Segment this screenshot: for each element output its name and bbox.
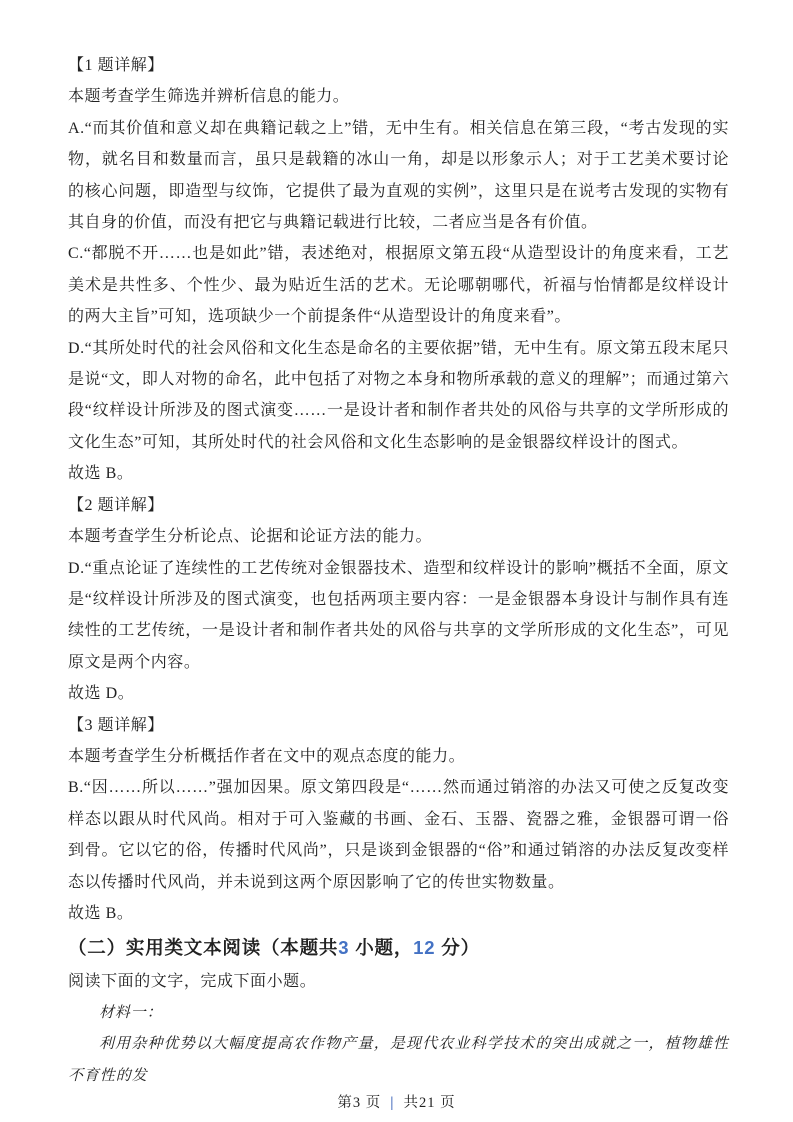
- heading-text: 小题，: [349, 937, 414, 959]
- material-one-text: 利用杂种优势以大幅度提高农作物产量，是现代农业科学技术的突出成就之一，植物雄性不育性的发: [68, 1036, 729, 1084]
- heading-text: （二）实用类文本阅读（本题共: [68, 937, 339, 959]
- option-analysis-q1-a: A.“而其价值和意义却在典籍记载之上”错，无中生有。相关信息在第三段，“考古发现的实物，就名目和数量而言，虽只是载籍的冰山一角，却是以形象示人；对于工艺美术要讨论的核心问题，即造型与纹饰，它提供了最为直观的实例”，这里只是在说考古发现的实物有其自身的价值，而没有把它与典籍记载进行比较，二者应当是各有价值。: [68, 119, 729, 232]
- section-heading-practical-reading: [68, 929, 729, 966]
- answer-statement-q1: 故选 B。: [68, 465, 134, 483]
- detail-heading-q1: 【1 题详解】: [68, 57, 164, 74]
- detail-heading-q3: 【3 题详解】: [68, 716, 164, 734]
- material-one-label: 材料一：: [99, 1004, 163, 1021]
- option-analysis-q1-c: C.“都脱不开……也是如此”错，表述绝对，根据原文第五段“从造型设计的角度来看，工艺美术是共性多、个性少、最为贴近生活的艺术。无论哪朝哪代，祈福与怡情都是纹样设计的两大主旨”可知，选项缺少一个前提条件“从造型设计的角度来看”。: [68, 245, 729, 326]
- option-analysis-q1-d: D.“其所处时代的社会风俗和文化生态是命名的主要依据”错，无中生有。原文第五段末尾只是说“文，即人对物的命名，此中包括了对物之本身和物所承载的意义的理解”；而通过第六段“纹样设计所涉及的图式演变……一是设计者和制作者共处的风俗与共享的文学所形成的文化生态”可知，其所处时代的社会风俗和文化生态影响的是金银器纹样设计的图式。: [68, 339, 729, 451]
- detail-heading-q2: 【2 题详解】: [68, 496, 164, 514]
- option-analysis-q2-d: D.“重点论证了连续性的工艺传统对金银器技术、造型和纹样设计的影响”概括不全面，原文是“纹样设计所涉及的图式演变，也包括两项主要内容：一是金银器本身设计与制作具有连续性的工艺传统，一是设计者和制作者共处的风俗与共享的文学所形成的文化生态”，可见原文是两个内容。: [68, 559, 729, 671]
- option-analysis-q3-b: B.“因……所以……”强加因果。原文第四段是“……然而通过销溶的办法又可使之反复改变样态以跟从时代风尚。相对于可入鉴藏的书画、金石、玉器、瓷器之雅，金银器可谓一俗到骨。它以它的俗，传播时代风尚”，只是谈到金银器的“俗”和通过销溶的办法反复改变样态以传播时代风尚，并未说到这两个原因影响了它的传世实物数量。: [68, 779, 729, 891]
- footer-page-current: 第3 页: [337, 1095, 382, 1111]
- answer-statement-q2: 故选 D。: [68, 685, 135, 703]
- ability-statement-q1: 本题考查学生筛选并辨析信息的能力。: [68, 88, 350, 106]
- ability-statement-q3: 本题考查学生分析概括作者在文中的观点态度的能力。: [68, 747, 466, 765]
- ability-statement-q2: 本题考查学生分析论点、论据和论证方法的能力。: [68, 528, 433, 546]
- footer-page-total: 共21 页: [403, 1095, 456, 1111]
- heading-number: 3: [338, 937, 350, 959]
- footer-separator: |: [390, 1095, 395, 1111]
- page-footer: [0, 1091, 793, 1112]
- answer-statement-q3: 故选 B。: [68, 904, 134, 922]
- reading-instruction: 阅读下面的文字，完成下面小题。: [68, 973, 317, 991]
- heading-number: 12: [413, 937, 436, 959]
- heading-text: 分）: [435, 937, 480, 959]
- document-body: [68, 50, 729, 1092]
